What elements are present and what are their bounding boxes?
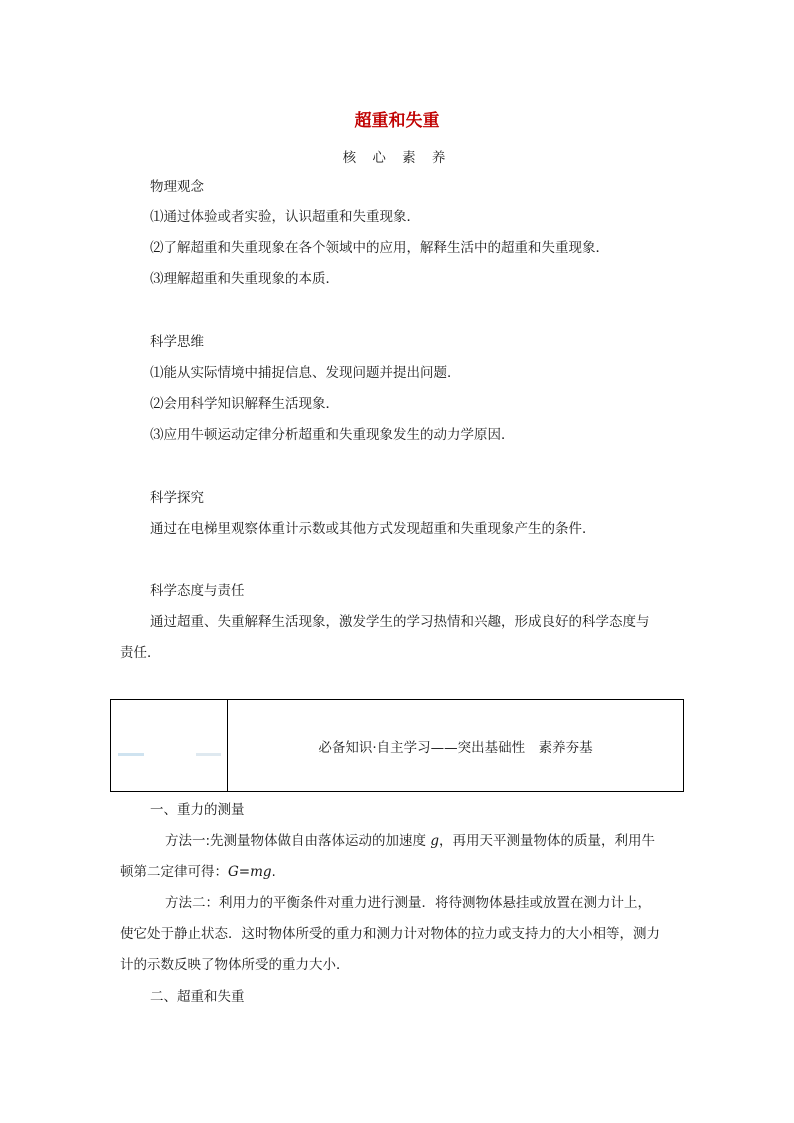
attitude-heading: 科学态度与责任 (150, 583, 245, 599)
page-title: 超重和失重 (354, 111, 440, 131)
attitude-text-line2: 责任． (120, 645, 161, 661)
inquiry-text: 通过在电梯里观察体重计示数或其他方式发现超重和失重现象产生的条件． (150, 521, 596, 537)
section2-heading: 二、超重和失重 (150, 989, 245, 1005)
inquiry-heading: 科学探究 (150, 490, 204, 506)
attitude-text-line1: 通过超重、失重解释生活现象，激发学生的学习热情和兴趣，形成良好的科学态度与 (150, 614, 650, 630)
method1-line2: 顿第二定律可得：G=mg. (120, 864, 276, 880)
section-banner-text: 必备知识·自主学习——突出基础性 素养夯基 (318, 739, 593, 756)
concept-item-2: ⑵了解超重和失重现象在各个领域中的应用，解释生活中的超重和失重现象． (150, 240, 609, 256)
method2-line3: 计的示数反映了物体所受的重力大小． (120, 957, 350, 973)
method1-line1: 方法一:先测量物体做自由落体运动的加速度 g，再用天平测量物体的质量，利用牛 (165, 833, 655, 849)
decorative-bar (196, 753, 221, 756)
decorative-bar (118, 753, 144, 756)
var-g: g (430, 833, 439, 849)
section1-heading: 一、重力的测量 (150, 802, 245, 818)
thinking-item-2: ⑵会用科学知识解释生活现象． (150, 396, 339, 412)
core-literacy-heading: 核 心 素 养 (342, 150, 452, 166)
concept-heading: 物理观念 (150, 179, 204, 195)
thinking-item-1: ⑴能从实际情境中捕捉信息、发现问题并提出问题． (150, 365, 461, 381)
concept-item-1: ⑴通过体验或者实验，认识超重和失重现象． (150, 209, 420, 225)
thinking-heading: 科学思维 (150, 334, 204, 350)
formula-g-mg: G=mg (228, 864, 272, 880)
concept-item-3: ⑶理解超重和失重现象的本质． (150, 271, 339, 287)
thinking-item-3: ⑶应用牛顿运动定律分析超重和失重现象发生的动力学原因． (150, 427, 515, 443)
method2-line1: 方法二：利用力的平衡条件对重力进行测量．将待测物体悬挂或放置在测力计上， (165, 895, 651, 911)
method2-line2: 使它处于静止状态．这时物体所受的重力和测力计对物体的拉力或支持力的大小相等，测力 (120, 926, 660, 942)
section-banner-box (110, 699, 684, 792)
